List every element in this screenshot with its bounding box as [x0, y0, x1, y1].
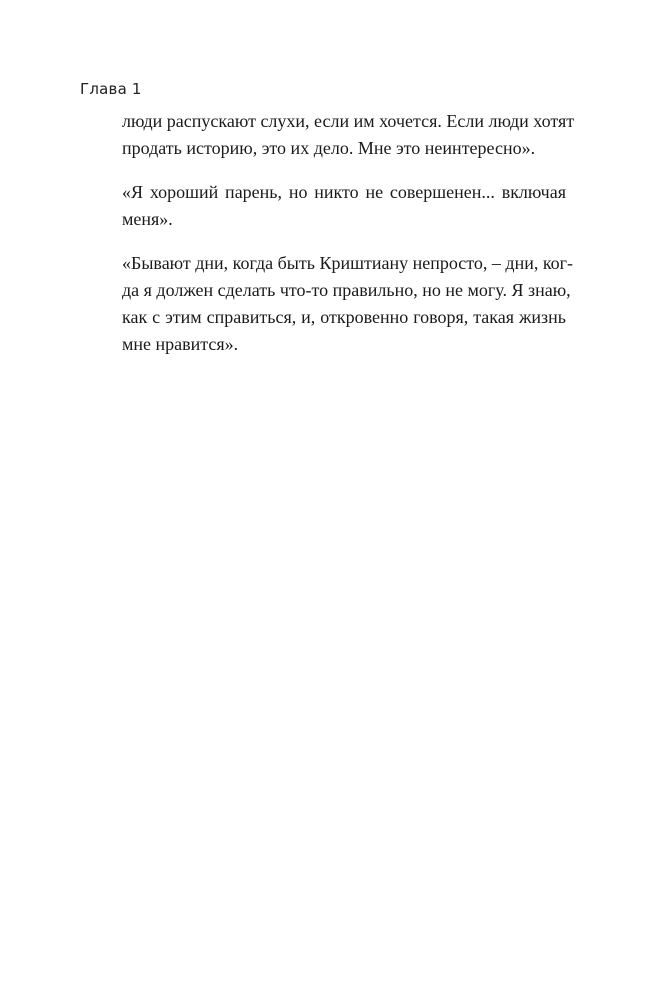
- text-line: как с этим справиться, и, откровенно говоря, такая жизнь: [122, 307, 566, 327]
- body-text: [122, 108, 575, 375]
- text-line: да я должен сделать что-то правильно, но не могу. Я знаю,: [122, 280, 571, 300]
- text-line: меня».: [122, 209, 173, 229]
- paragraph: [122, 108, 575, 162]
- text-line: мне нравится».: [122, 334, 239, 354]
- text-line: «Я хороший парень, но никто не совершенен... включая: [122, 182, 566, 202]
- text-line: «Бывают дни, когда быть Криштиану непросто, – дни, ког-: [122, 253, 574, 273]
- paragraph: [122, 179, 566, 233]
- text-line: продать историю, это их дело. Мне это неинтересно».: [122, 138, 536, 158]
- paragraph: [122, 250, 574, 358]
- running-head: Глава 1: [80, 80, 142, 98]
- text-line: люди распускают слухи, если им хочется. Если люди хотят: [122, 111, 575, 131]
